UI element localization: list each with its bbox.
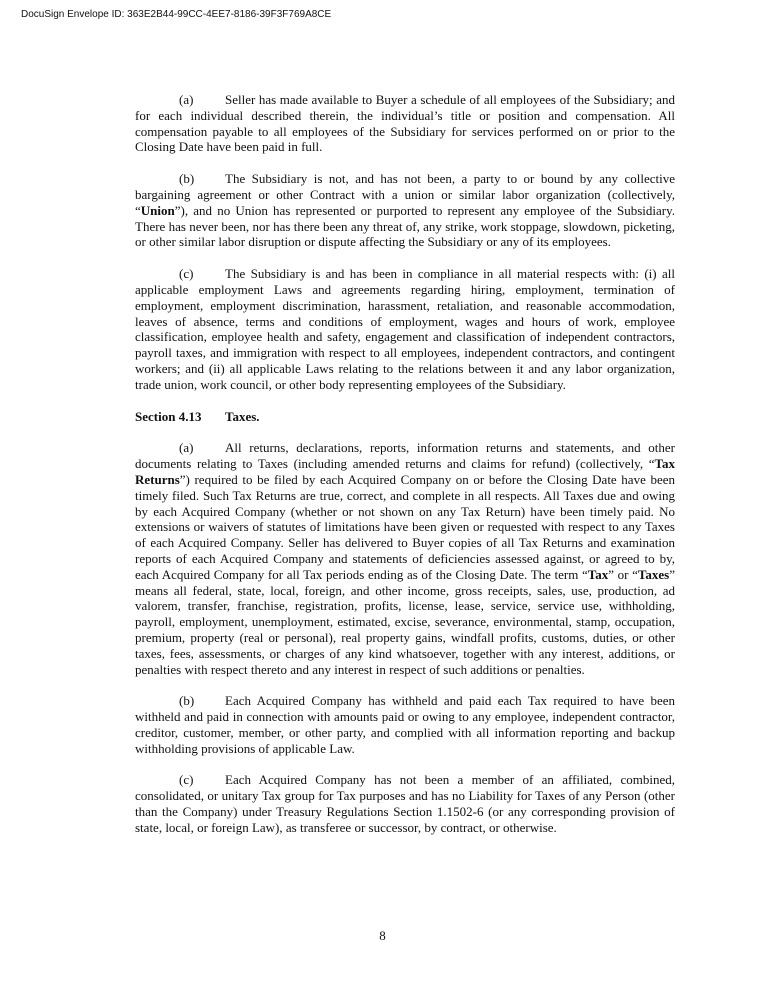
defined-term-tax-returns: Tax Returns <box>135 456 675 487</box>
paragraph-text: The Subsidiary is and has been in compliance in all material respects with: (i) all applicable employment Laws and agreements regarding hiring, employment, termination of employment, employment discrimination, harassment, retaliation, and reasonable accommodation, leaves of absence, terms and conditions of employment, wages and hours of work, employee classification, employee health and safety, engagement and classification of independent contractors, payroll taxes, and immigration with respect to all employees, independent contractors, and contingent workers; and (ii) all applicable Laws relating to the relations between it and any labor organization, trade union, work council, or other body representing employees of the Subsidiary. <box>135 266 675 392</box>
paragraph-text: ”) required to be filed by each Acquired Company on or before the Closing Date have been timely filed. Such Tax Returns are true, correct, and complete in all respects. All Taxes due and owing by each Acquired Company (whether or not shown on any Tax Return) have been timely paid. No extensions or waivers of statutes of limitations have been given or requested with respect to any Taxes of each Acquired Company. Seller has delivered to Buyer copies of all Tax Returns and examination reports of each Acquired Company and statements of deficiencies assessed against, or agreed to by, each Acquired Company for all Tax periods ending as of the Closing Date. The term “ <box>135 471 675 582</box>
employees-paragraph-b <box>135 171 675 250</box>
docusign-envelope-id: DocuSign Envelope ID: 363E2B44-99CC-4EE7-8186-39F3F769A8CE <box>21 9 332 20</box>
taxes-paragraph-a <box>135 440 675 677</box>
defined-term-taxes: Taxes <box>637 566 670 582</box>
paragraph-label: (a) <box>179 92 194 107</box>
paragraph-text: All returns, declarations, reports, information returns and statements, and other documents relating to Taxes (including amended returns and claims for refund) (collectively, “ <box>135 440 675 472</box>
paragraph-text: Seller has made available to Buyer a schedule of all employees of the Subsidiary; and for each individual described therein, the individual’s title or position and compensation. All compensation payable to all employees of the Subsidiary for services performed on or prior to the Closing Date have been paid in full. <box>135 92 675 155</box>
paragraph-text: Each Acquired Company has withheld and paid each Tax required to have been withheld and paid in connection with amounts paid or owing to any employee, independent contractor, creditor, customer, member, or other party, and complied with all information reporting and backup withholding provisions of applicable Law. <box>135 693 675 756</box>
paragraph-text: ”), and no Union has represented or purported to represent any employee of the Subsidiary. There has never been, nor has there been any threat of, any strike, work stoppage, slowdown, picketing, or other similar labor disruption or dispute affecting the Subsidiary or any of its employees. <box>135 202 675 250</box>
section-number: Section 4.13 <box>135 408 202 424</box>
taxes-paragraph-c <box>135 772 675 835</box>
document-page <box>135 92 675 852</box>
paragraph-text: Each Acquired Company has not been a member of an affiliated, combined, consolidated, or unitary Tax group for Tax purposes and has no Liability for Taxes of any Person (other than the Company) under Treasury Regulations Section 1.1502-6 (or any corresponding provision of state, local, or foreign Law), as transferee or successor, by contract, or otherwise. <box>135 772 675 835</box>
page-number: 8 <box>379 928 386 943</box>
paragraph-text: ” or “ <box>608 566 638 582</box>
employees-paragraph-c <box>135 266 675 392</box>
paragraph-text: The Subsidiary is not, and has not been, a party to or bound by any collective bargaining agreement or other Contract with a union or similar labor organization (collectively, “ <box>135 171 675 218</box>
defined-term-union: Union <box>140 202 175 218</box>
section-heading <box>135 409 675 425</box>
paragraph-label: (c) <box>179 266 194 282</box>
paragraph-label: (b) <box>179 171 195 187</box>
defined-term-tax: Tax <box>587 566 609 582</box>
paragraph-label: (a) <box>179 440 194 456</box>
paragraph-label: (c) <box>179 772 194 788</box>
taxes-paragraph-b <box>135 693 675 756</box>
paragraph-label: (b) <box>179 693 195 709</box>
section-title: Taxes. <box>225 408 260 424</box>
employees-paragraph-a <box>135 92 675 155</box>
paragraph-text: ” means all federal, state, local, foreign, and other income, gross receipts, sales, use, production, ad valorem, transfer, franchise, registration, profits, license, lease, service, service use, withholding, payroll, employment, unemployment, estimated, excise, severance, environmental, stamp, occupation, premium, property (real or personal), real property gains, windfall profits, customs, duties, or other taxes, fees, assessments, or charges of any kind whatsoever, together with any interest, additions, or penalties with respect thereto and any interest in respect of such additions or penalties. <box>135 566 675 677</box>
